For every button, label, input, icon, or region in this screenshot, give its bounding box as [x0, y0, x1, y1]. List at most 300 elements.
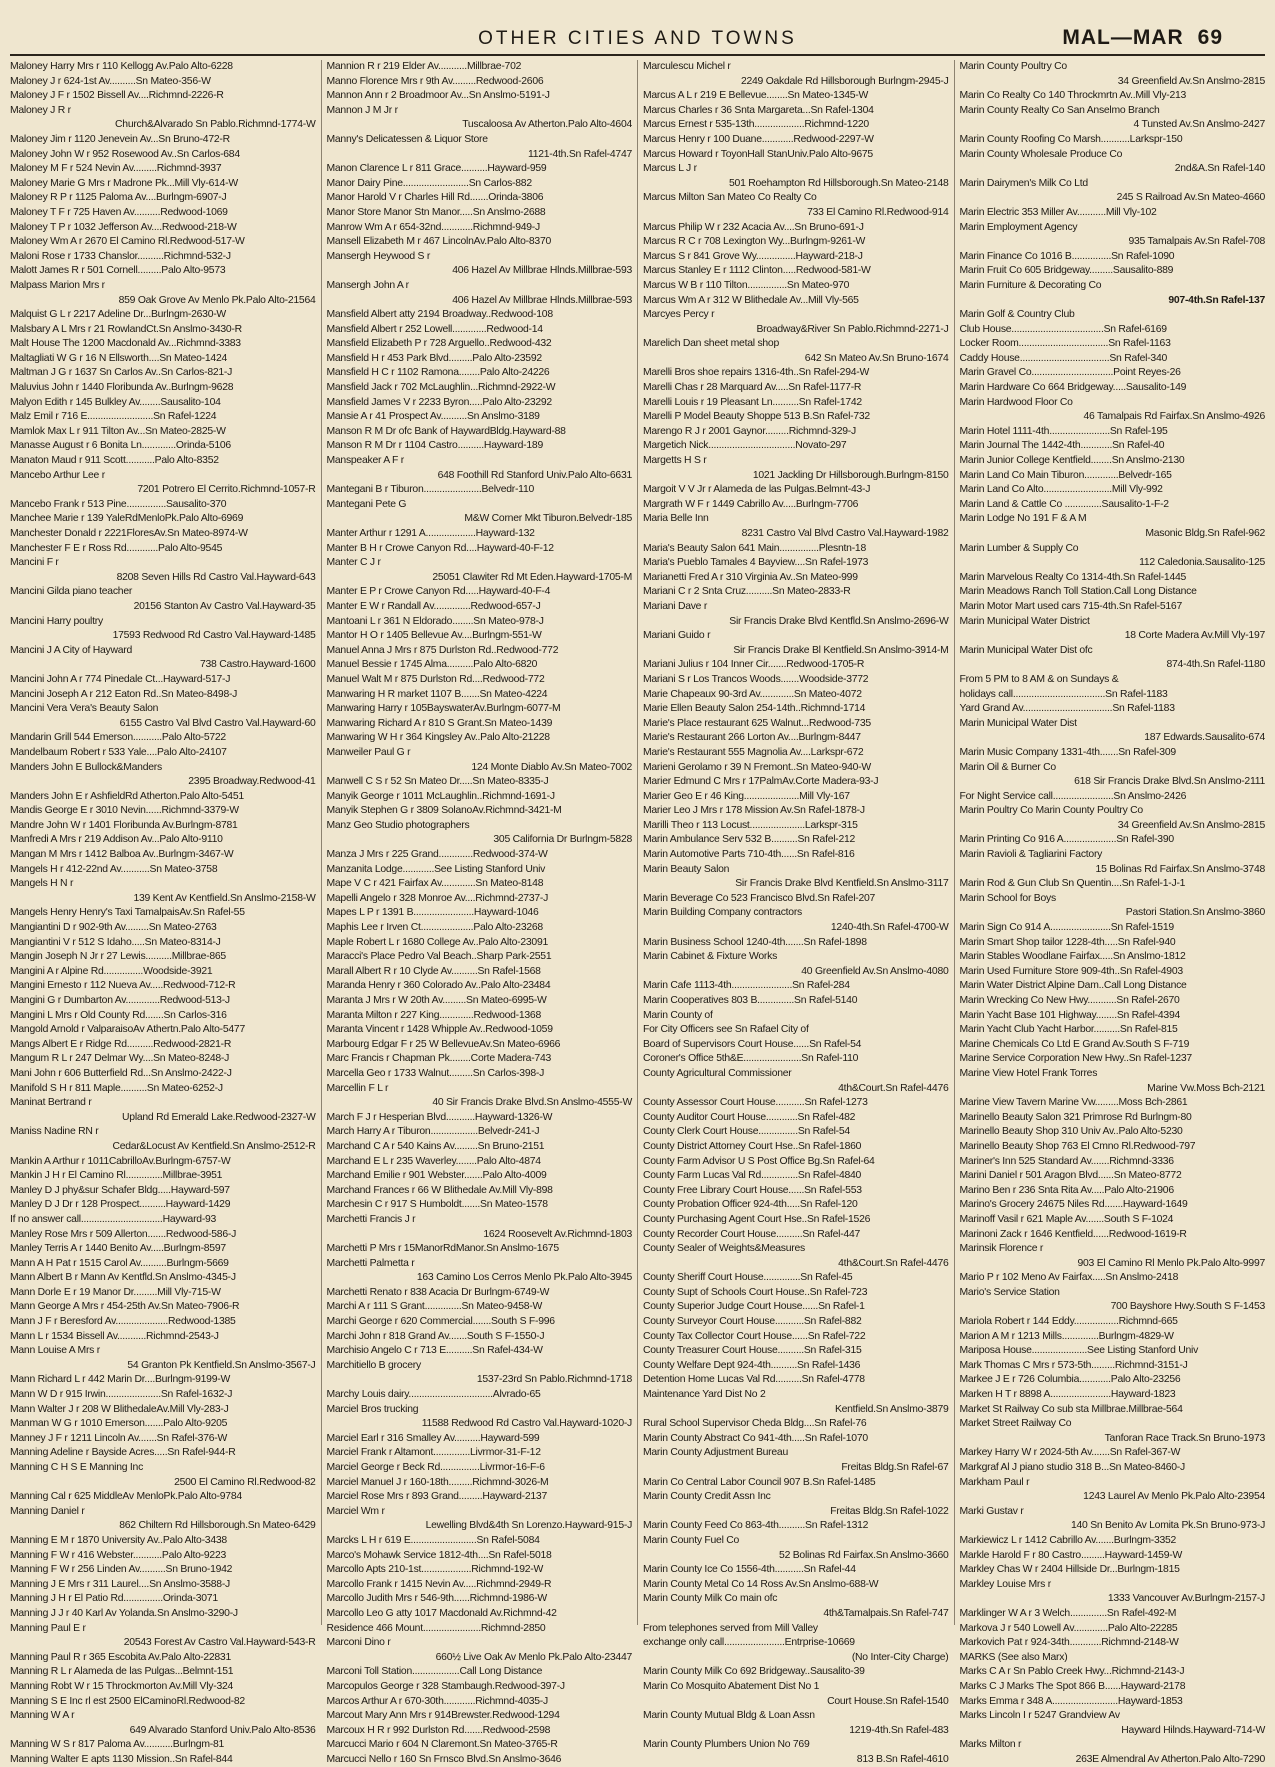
listing-entry: Manders John E r AshfieldRd Atherton.Palo Alto-5451 [10, 790, 244, 802]
listing-entry: Maloney T P r 1032 Jefferson Av....Redwood-218-W [10, 221, 237, 233]
listing-entry: Marier Edmund C Mrs r 17PalmAv.Corte Madera-93-J [643, 776, 879, 788]
listing-entry: Marconi Toll Station..................Call Long Distance [326, 1666, 543, 1678]
listing-entry: Marin Fruit Co 605 Bridgeway.........Sausalito-889 [959, 265, 1174, 277]
listing-entry: Marin Land Co Alto..........................Mill Vly-992 [959, 484, 1163, 496]
listing-entry: County District Attorney Court Hse..Sn Rafel-1860 [643, 1140, 862, 1152]
listing-entry: Marcella Geo r 1733 Walnut.........Sn Carlos-398-J [326, 1067, 545, 1079]
listing-continuation: 907-4th.Sn Rafel-137 [1168, 294, 1266, 306]
listing-entry: Manning J E Mrs r 311 Laurel....Sn Anslmo-3588-J [10, 1578, 230, 1590]
listing-entry: Marcks L H r 619 E.........................Sn Rafel-5084 [326, 1534, 540, 1546]
listing-entry: Marelli Bros shoe repairs 1316-4th..Sn Rafel-294-W [643, 367, 870, 379]
listing-entry: Mannion R r 219 Elder Av...........Millbrae-702 [326, 61, 522, 72]
listing-entry: Mariner's Inn 525 Standard Av.......Richmnd-3336 [959, 1155, 1174, 1167]
listing-entry: Detention Home Lucas Val Rd..........Sn Rafel-4778 [643, 1374, 865, 1386]
listing-continuation: 862 Chiltern Rd Hillsborough.Sn Mateo-6429 [119, 1520, 316, 1532]
listing-entry: Marcout Mary Ann Mrs r 914Brewster.Redwood-1294 [326, 1710, 560, 1722]
listing-entry: Markgraf Al J piano studio 318 B...Sn Mateo-8460-J [959, 1462, 1185, 1473]
listing-entry: Maloney John W r 952 Rosewood Av..Sn Carlos-684 [10, 148, 240, 160]
listing-continuation: 4th&Court.Sn Rafel-4476 [838, 1082, 949, 1094]
listing-entry: Mangini L Mrs r Old County Rd.......Sn Carlos-316 [10, 1009, 227, 1021]
listing-entry: Mapelli Angelo r 328 Monroe Av....Richmnd-2737-J [326, 892, 549, 904]
listing-entry: Marcus Charles r 36 Snta Margareta...Sn Rafel-1304 [643, 104, 874, 116]
listing-entry: Maluvius John r 1440 Floribunda Av..Burlngm-9628 [10, 382, 234, 394]
listing-entry: County Sheriff Court House..............Sn Rafel-45 [643, 1272, 853, 1284]
listing-entry: Marin School for Boys [959, 892, 1056, 904]
listing-entry: Maranta Vincent r 1428 Whipple Av..Redwood-1059 [326, 1024, 553, 1036]
listing-entry: Marelli Chas r 28 Marquard Av.....Sn Rafel-1177-R [643, 382, 862, 394]
listing-entry: Marcus Wm A r 312 W Blithedale Av...Mill Vly-565 [643, 294, 859, 306]
listing-entry: Coroner's Office 5th&E......................Sn Rafel-110 [643, 1053, 859, 1065]
listing-entry: Mancebo Frank r 513 Pine...............Sausalito-370 [10, 498, 227, 510]
listing-continuation: 18 Corte Madera Av.Mill Vly-197 [1124, 630, 1266, 642]
listing-continuation: Tuscaloosa Av Atherton.Palo Alto-4604 [462, 119, 633, 131]
listing-entry: Marciel Bros trucking [326, 1403, 419, 1415]
listing-entry: Marcus S r 841 Grove Wy...............Hayward-218-J [643, 250, 863, 262]
listing-entry: Manning S E Inc rl est 2500 ElCaminoRl.Redwood-82 [10, 1695, 245, 1707]
listing-entry: Marianetti Fred A r 310 Virginia Av..Sn Mateo-999 [643, 571, 858, 583]
listing-entry: Manwaring Richard A r 810 S Grant.Sn Mateo-1439 [326, 717, 553, 729]
listing-entry: Manchester F E r Ross Rd............Palo Alto-9545 [10, 542, 223, 554]
listing-entry: Rural School Supervisor Cheda Bldg....Sn Rafel-76 [643, 1418, 867, 1430]
listing-entry: Marine Chemicals Co Ltd E Grand Av.South S F-719 [959, 1038, 1190, 1050]
listing-entry: Marin Hotel 1111-4th.......................Sn Rafel-195 [959, 425, 1168, 437]
listing-entry: Marin Municipal Water District [959, 615, 1090, 627]
listing-entry: Marciel Frank r Altamont..............Livrmor-31-F-12 [326, 1447, 541, 1459]
listing-entry: Marcoux H R r 992 Durlston Rd.......Redwood-2598 [326, 1724, 551, 1736]
listing-entry: Maloney M F r 524 Nevin Av.........Richmnd-3937 [10, 163, 222, 175]
listing-entry: Malt House The 1200 Macdonald Av...Richmnd-3383 [10, 338, 241, 350]
listing-entry: Mansie A r 41 Prospect Av..........Sn Anslmo-3189 [326, 411, 540, 423]
listing-entry: Mantor H O r 1405 Bellevue Av....Burlngm-551-W [326, 630, 542, 642]
listing-entry: Marks C A r Sn Pablo Creek Hwy...Richmnd-2143-J [959, 1666, 1185, 1678]
listing-entry: Mann George A Mrs r 454-25th Av.Sn Mateo-7906-R [10, 1301, 240, 1313]
listing-entry: Mandarin Grill 544 Emerson...........Palo Alto-5722 [10, 732, 226, 744]
listing-continuation: 859 Oak Grove Av Menlo Pk.Palo Alto-21564 [118, 294, 316, 306]
listing-entry: Marc Francis r Chapman Pk........Corte Madera-743 [326, 1053, 552, 1065]
listing-continuation: 2500 El Camino Rl.Redwood-82 [174, 1476, 316, 1488]
listing-entry: Marin Land Co Main Tiburon.............Belvedr-165 [959, 469, 1172, 481]
listing-entry: Marcopulos George r 328 Stambaugh.Redwood-397-J [326, 1680, 565, 1692]
listing-entry: Mann A H Pat r 1515 Carol Av..........Burlngm-5669 [10, 1257, 229, 1269]
listing-entry: Marilli Theo r 113 Locust.....................Larkspr-315 [643, 819, 858, 831]
listing-entry: Mangini Ernesto r 112 Nueva Av.....Redwood-712-R [10, 980, 236, 992]
listing-entry: Mariola Robert r 144 Eddy.................Richmnd-665 [959, 1316, 1178, 1328]
listing-entry: Manman W G r 1010 Emerson.......Palo Alto-9205 [10, 1418, 228, 1430]
listing-entry: Marin Hardware Co 664 Bridgeway.....Sausalito-149 [959, 382, 1187, 394]
listing-entry: Mariani C r 2 Snta Cruz..........Sn Mateo-2833-R [643, 586, 851, 598]
listing-entry: Marks C J Marks The Spot 866 B......Hayward-2178 [959, 1680, 1186, 1692]
listing-entry: Marcollo Frank r 1415 Nevin Av.....Richmnd-2949-R [326, 1578, 552, 1590]
header-divider [10, 54, 1265, 56]
listing-continuation: 8208 Seven Hills Rd Castro Val.Hayward-643 [116, 571, 316, 583]
listing-continuation: 25051 Clawiter Rd Mt Eden.Hayward-1705-M [432, 571, 633, 583]
listing-entry: exchange only call.......................Entrprise-10669 [643, 1637, 855, 1649]
listing-entry: Manchester Donald r 2221FloresAv.Sn Mateo-8974-W [10, 528, 248, 539]
listing-entry: Maloney Harry Mrs r 110 Kellogg Av.Palo Alto-6228 [10, 61, 233, 72]
page-range-label [1062, 26, 1223, 50]
listing-entry: County Superior Judge Court House......Sn Rafel-1 [643, 1301, 865, 1313]
listing-entry: Marin Cooperatives 803 B..............Sn Rafel-5140 [643, 995, 858, 1006]
listing-entry: Manning Paul R r 365 Escobita Av.Palo Alto-22831 [10, 1651, 231, 1663]
listing-entry: Mangini G r Dumbarton Av.............Redwood-513-J [10, 995, 230, 1006]
listing-entry: Marciel Manuel J r 160-18th.........Richmnd-3026-M [326, 1476, 549, 1488]
listing-entry: Marin Used Furniture Store 909-4th..Sn Rafel-4903 [959, 965, 1183, 977]
listing-continuation: 4th&Tamalpais.Sn Rafel-747 [823, 1607, 949, 1619]
listing-entry: Mancini John A r 774 Pinedale Ct...Hayward-517-J [10, 673, 231, 685]
listing-entry: Marier Leo J Mrs r 178 Mission Av.Sn Rafel-1878-J [643, 805, 865, 817]
listing-entry: Marchi A r 111 S Grant..............Sn Mateo-9458-W [326, 1301, 543, 1313]
listing-entry: Malz Emil r 716 E.........................Sn Rafel-1224 [10, 411, 217, 423]
listing-continuation: 305 California Dr Burlngm-5828 [493, 834, 633, 846]
listing-entry: March Harry A r Tiburon..................Belvedr-241-J [326, 1126, 540, 1138]
listing-entry: Maria Belle Inn [643, 513, 709, 525]
listing-entry: Marin County Abstract Co 941-4th.....Sn Rafel-1070 [643, 1432, 868, 1444]
listing-entry: Mansfield Elizabeth P r 728 Arguello..Redwood-432 [326, 338, 552, 350]
listing-entry: Manley Rose Mrs r 509 Allerton.......Redwood-586-J [10, 1228, 237, 1240]
listing-entry: Mannon Ann r 2 Broadmoor Av...Sn Anslmo-5191-J [326, 90, 550, 102]
listing-continuation: 4th&Court.Sn Rafel-4476 [838, 1257, 949, 1269]
listing-entry: Manson R M Dr ofc Bank of HaywardBldg.Hayward-88 [326, 425, 566, 437]
listing-entry: Mangiantini V r 512 S Idaho.....Sn Mateo-8314-J [10, 936, 221, 948]
listing-entry: Marcus Milton San Mateo Co Realty Co [643, 192, 817, 204]
listing-entry: Marin Lumber & Supply Co [959, 542, 1079, 554]
listing-entry: Mantegani B r Tiburon......................Belvedr-110 [326, 484, 534, 496]
listing-entry: Manaton Maud r 911 Scott...........Palo Alto-8352 [10, 455, 219, 467]
listing-continuation: 263E Almendral Av Atherton.Palo Alto-7290 [1075, 1753, 1266, 1765]
listing-continuation: 7201 Potrero El Cerrito.Richmnd-1057-R [137, 484, 316, 496]
listing-entry: Mansergh Heywood S r [326, 250, 431, 262]
listing-continuation: Court House.Sn Rafel-1540 [827, 1695, 949, 1707]
listing-continuation: Masonic Bldg.Sn Rafel-962 [1145, 528, 1266, 539]
listing-entry: County Surveyor Court House...........Sn Rafel-882 [643, 1316, 862, 1328]
listing-entry: Malyon Edith r 145 Bulkley Av........Sausalito-104 [10, 396, 221, 408]
listing-continuation: 874-4th.Sn Rafel-1180 [1166, 659, 1266, 671]
listing-entry: Markham Paul r [959, 1476, 1030, 1488]
listing-entry: Marin Oil & Burner Co [959, 761, 1056, 773]
listing-entry: Marin Wrecking Co New Hwy...........Sn Rafel-2670 [959, 995, 1180, 1006]
listing-entry: Maloney J r 624-1st Av..........Sn Mateo-356-W [10, 75, 211, 87]
listing-entry: If no answer call...............................Hayward-93 [10, 1213, 217, 1225]
listing-continuation: 1243 Laurel Av Menlo Pk.Palo Alto-23954 [1083, 1491, 1266, 1503]
listing-entry: Maranda Henry r 360 Colorado Av..Palo Alto-23484 [326, 980, 551, 992]
listing-entry: Marie Chapeaux 90-3rd Av.............Sn Mateo-4072 [643, 688, 862, 700]
listing-entry: Mantegani Pete G [326, 498, 407, 510]
listing-entry: Marin Municipal Water Dist [959, 717, 1077, 729]
listing-entry: Maloney T F r 725 Haven Av..........Redwood-1069 [10, 206, 228, 218]
listing-entry: Marciel Wm r [326, 1505, 385, 1517]
listing-continuation: 618 Sir Francis Drake Blvd.Sn Anslmo-2111 [1074, 776, 1266, 788]
listing-entry: Marciel Earl r 316 Smalley Av..........Hayward-599 [326, 1432, 540, 1444]
listing-entry: Marie's Restaurant 555 Magnolia Av....Larkspr-672 [643, 746, 864, 758]
directory-column-4 [959, 60, 1266, 1765]
listing-continuation: 187 Edwards.Sausalito-674 [1144, 732, 1266, 744]
listing-entry: Marin Music Company 1331-4th.......Sn Rafel-309 [959, 746, 1176, 758]
listing-entry: Marcus L J r [643, 163, 697, 175]
listing-entry: Mario P r 102 Meno Av Fairfax.....Sn Anslmo-2418 [959, 1272, 1179, 1284]
listing-entry: Mandre John W r 1401 Floribunda Av.Burlngm-8781 [10, 819, 238, 831]
listing-entry: From 5 PM to 8 AM & on Sundays & [959, 673, 1119, 685]
listing-entry: Marciel Rose Mrs r 893 Grand.........Hayward-2137 [326, 1491, 547, 1503]
listing-entry: County Auditor Court House............Sn Rafel-482 [643, 1111, 856, 1123]
listing-continuation: 648 Foothill Rd Stanford Univ.Palo Alto-6631 [437, 469, 633, 481]
listing-entry: Marin Hardwood Floor Co [959, 396, 1073, 408]
listing-entry: Mamlok Max L r 911 Tilton Av...Sn Mateo-2825-W [10, 425, 226, 437]
listing-entry: Marine View Hotel Frank Torres [959, 1067, 1098, 1079]
listing-entry: Manfredi A Mrs r 219 Addison Av...Palo Alto-9110 [10, 834, 223, 846]
page-title: OTHER CITIES AND TOWNS [478, 28, 797, 49]
listing-entry: Manno Florence Mrs r 9th Av.........Redwood-2606 [326, 75, 544, 87]
listing-entry: Marin County Fuel Co [643, 1534, 740, 1546]
listing-entry: Marchand Emilie r 901 Webster.......Palo Alto-4009 [326, 1170, 547, 1182]
listing-entry: Marin Water District Alpine Dam..Call Long Distance [959, 980, 1187, 992]
listing-entry: Markle Harold F r 80 Castro.........Hayward-1459-W [959, 1549, 1183, 1561]
listing-entry: Manyik George r 1011 McLaughlin..Richmnd-1691-J [326, 790, 555, 802]
listing-entry: Mapes L P r 1391 B.......................Hayward-1046 [326, 907, 539, 919]
listing-entry: Mani John r 606 Butterfield Rd...Sn Anslmo-2422-J [10, 1067, 232, 1079]
listing-entry: Mann Dorle E r 19 Manor Dr.........Mill Vly-715-W [10, 1286, 221, 1298]
listing-entry: Mann L r 1534 Bissell Av...........Richmnd-2543-J [10, 1330, 219, 1342]
listing-entry: Marin Golf & Country Club [959, 309, 1075, 321]
listing-entry: Caddy House..................................Sn Rafel-340 [959, 352, 1168, 364]
listing-continuation: 738 Castro.Hayward-1600 [199, 659, 316, 671]
listing-entry: Marin County Wholesale Produce Co [959, 148, 1123, 160]
listing-entry: Manchee Marie r 139 YaleRdMenloPk.Palo Alto-6969 [10, 513, 244, 525]
listing-entry: Marcucci Mario r 604 N Claremont.Sn Mateo-3765-R [326, 1739, 558, 1751]
listing-entry: Mangels Henry Henry's Taxi TamalpaisAv.Sn Rafel-55 [10, 907, 245, 919]
listing-continuation: 139 Kent Av Kentfield.Sn Anslmo-2158-W [133, 892, 316, 904]
listing-entry: Mario's Service Station [959, 1286, 1060, 1298]
listing-entry: County Purchasing Agent Court Hse..Sn Rafel-1526 [643, 1213, 871, 1225]
listing-entry: County Clerk Court House...............Sn Rafel-54 [643, 1126, 850, 1138]
listing-continuation: 163 Camino Los Cerros Menlo Pk.Palo Alto-3945 [416, 1272, 633, 1284]
listing-entry: Manney J F r 1211 Lincoln Av.......Sn Rafel-376-W [10, 1432, 228, 1444]
listing-entry: Market Street Railway Co [959, 1418, 1072, 1430]
listing-entry: Marchitiello B grocery [326, 1359, 421, 1371]
listing-entry: Manning Adeline r Bayside Acres.....Sn Rafel-944-R [10, 1447, 236, 1459]
listing-entry: Marieni Gerolamo r 39 N Fremont..Sn Mateo-940-W [643, 761, 871, 773]
listing-entry: Manley Terris A r 1440 Benito Av.....Burlngm-8597 [10, 1243, 226, 1255]
alpha-range: MAL—MAR [1062, 26, 1184, 49]
listing-entry: Mangum R L r 247 Delmar Wy....Sn Mateo-8248-J [10, 1053, 230, 1065]
listing-entry: Maloney J F r 1502 Bissell Av....Richmnd-2226-R [10, 90, 224, 102]
listing-entry: Manor Harold V r Charles Hill Rd.......Orinda-3806 [326, 192, 544, 204]
listing-entry: Marcucci Nello r 160 Sn Frnsco Blvd.Sn Anslmo-3646 [326, 1753, 562, 1765]
listing-continuation: 20156 Stanton Av Castro Val.Hayward-35 [133, 600, 316, 612]
listing-continuation: 642 Sn Mateo Av.Sn Bruno-1674 [804, 352, 949, 364]
listing-entry: Marcus Howard r ToyonHall StanUniv.Palo Alto-9675 [643, 148, 873, 160]
listing-entry: Marchetti Francis J r [326, 1213, 416, 1225]
listing-continuation: 1333 Vancouver Av.Burlngm-2157-J [1107, 1593, 1266, 1605]
listing-continuation: Freitas Bldg.Sn Rafel-1022 [830, 1505, 949, 1517]
listing-entry: Marin Co Mosquito Abatement Dist No 1 [643, 1680, 820, 1692]
listing-entry: Manuel Anna J Mrs r 875 Durlston Rd..Redwood-772 [326, 644, 559, 656]
listing-entry: Marinello Beauty Salon 321 Primrose Rd Burlngm-80 [959, 1111, 1192, 1123]
listing-entry: Mancini F r [10, 557, 59, 569]
listing-entry: Marine Service Corporation New Hwy..Sn Rafel-1237 [959, 1053, 1192, 1065]
listing-entry: Marin Ravioli & Tagliarini Factory [959, 849, 1103, 861]
listing-entry: Locker Room..................................Sn Rafel-1163 [959, 338, 1171, 350]
listing-entry: Marin County Poultry Co [959, 61, 1067, 72]
listing-continuation: 4 Tunsted Av.Sn Anslmo-2427 [1133, 119, 1266, 131]
listing-entry: Marchy Louis dairy................................Alvrado-65 [326, 1389, 541, 1401]
listing-entry: Maloney R P r 1125 Paloma Av....Burlngm-6907-J [10, 192, 227, 204]
listing-entry: Manifold S H r 811 Maple..........Sn Mateo-6252-J [10, 1082, 223, 1094]
listing-entry: Manter E W r Randall Av..............Redwood-657-J [326, 600, 541, 612]
listing-entry: Marin Marvelous Realty Co 1314-4th.Sn Rafel-1445 [959, 571, 1187, 583]
listing-entry: Manwell C S r 52 Sn Mateo Dr.....Sn Mateo-8335-J [326, 776, 549, 788]
listing-entry: Marbourg Edgar F r 25 W BellevueAv.Sn Mateo-6966 [326, 1038, 561, 1050]
listing-continuation: 6155 Castro Val Blvd Castro Val.Hayward-60 [119, 717, 316, 729]
listing-entry: Malsbary A L Mrs r 21 RowlandCt.Sn Anslmo-3430-R [10, 323, 242, 335]
listing-entry: Manasse August r 6 Bonita Ln.............Orinda-5106 [10, 440, 231, 452]
listing-entry: Manning J H r El Patio Rd...............Orinda-3071 [10, 1593, 218, 1605]
listing-entry: For Night Service call.......................Sn Anslmo-2426 [959, 790, 1187, 802]
listing-entry: Mancini Joseph A r 212 Eaton Rd..Sn Mateo-8498-J [10, 688, 238, 700]
listing-entry: County Welfare Dept 924-4th..........Sn Rafel-1436 [643, 1359, 861, 1371]
listing-entry: Maranta J Mrs r W 20th Av.........Sn Mateo-6995-W [326, 995, 547, 1006]
listing-entry: Mancebo Arthur Lee r [10, 469, 105, 481]
listing-continuation: 124 Monte Diablo Av.Sn Mateo-7002 [471, 761, 633, 773]
listing-entry: Mancini Gilda piano teacher [10, 586, 133, 598]
listing-continuation: Upland Rd Emerald Lake.Redwood-2327-W [122, 1111, 316, 1123]
listing-continuation: 54 Granton Pk Kentfield.Sn Anslmo-3567-J [127, 1359, 316, 1371]
listing-entry: Marin Journal The 1442-4th............Sn Rafel-40 [959, 440, 1165, 452]
listing-entry: Mann J F r Beresford Av....................Redwood-1385 [10, 1316, 236, 1328]
listing-entry: Manwaring Harry r 105BayswaterAv.Burlngm-6077-M [326, 703, 561, 715]
listing-entry: Manrow Wm A r 654-32nd............Richmnd-949-J [326, 221, 540, 233]
listing-entry: Mangold Arnold r ValparaisoAv Athertn.Palo Alto-5477 [10, 1024, 245, 1036]
listing-entry: Manweiler Paul G r [326, 746, 411, 758]
listing-entry: Maninat Bertrand r [10, 1097, 92, 1109]
listing-entry: Malpass Marion Mrs r [10, 279, 105, 291]
listing-entry: Mangels H r 412-22nd Av...........Sn Mateo-3758 [10, 863, 218, 875]
listing-continuation: 501 Roehampton Rd Hillsborough.Sn Mateo-2148 [729, 177, 949, 189]
listing-continuation: 34 Greenfield Av.Sn Anslmo-2815 [1117, 819, 1266, 831]
listing-continuation: Marine Vw.Moss Bch-2121 [1147, 1082, 1266, 1094]
directory-column-1 [10, 60, 316, 1765]
listing-continuation: Hayward Hilnds.Hayward-714-W [1121, 1724, 1266, 1736]
listing-entry: Marin Business School 1240-4th.......Sn Rafel-1898 [643, 936, 867, 948]
listing-entry: Manley D J phy&sur Schafer Bldg.....Hayward-597 [10, 1184, 230, 1196]
listing-entry: Maloney Jim r 1120 Jenevein Av...Sn Bruno-472-R [10, 133, 230, 145]
listing-entry: Marcollo Judith Mrs r 546-9th......Richmnd-1986-W [326, 1593, 547, 1605]
listing-entry: Mape V C r 421 Fairfax Av.............Sn Mateo-8148 [326, 878, 544, 890]
listing-entry: Markley Louise Mrs r [959, 1578, 1051, 1590]
listing-entry: Marcyes Percy r [643, 309, 715, 321]
listing-entry: Manter C J r [326, 557, 381, 569]
listing-entry: Markey Harry W r 2024-5th Av.......Sn Rafel-367-W [959, 1447, 1181, 1459]
listing-entry: Marin Yacht Club Yacht Harbor..........Sn Rafel-815 [959, 1024, 1178, 1036]
listing-entry: Marcus Ernest r 535-13th...................Richmnd-1220 [643, 119, 869, 131]
listing-entry: Manz Geo Studio photographers [326, 819, 470, 831]
listing-entry: Marchisio Angelo C r 713 E..........Sn Rafel-434-W [326, 1345, 543, 1357]
listing-entry: Marin Meadows Ranch Toll Station.Call Long Distance [959, 586, 1197, 598]
listing-entry: Marin County Realty Co San Anselmo Branch [959, 104, 1160, 116]
listing-entry: Mancini Harry poultry [10, 615, 103, 627]
listing-entry: Marin Employment Agency [959, 221, 1078, 233]
listing-entry: Margetts H S r [643, 455, 707, 467]
listing-continuation: Cedar&Locust Av Kentfield.Sn Anslmo-2512-R [112, 1140, 316, 1152]
listing-entry: Manley D J Dr r 128 Prospect..........Hayward-1429 [10, 1199, 231, 1211]
listing-entry: Marchand Frances r 66 W Blithedale Av.Mill Vly-898 [326, 1184, 553, 1196]
listing-entry: Mann Richard L r 442 Marin Dr....Burlngm-9199-W [10, 1374, 231, 1386]
listing-entry: Manning Paul E r [10, 1622, 86, 1634]
listing-continuation: 20543 Forest Av Castro Val.Hayward-543-R [123, 1637, 316, 1649]
listing-continuation: Kentfield.Sn Anslmo-3879 [834, 1403, 949, 1415]
listing-entry: Mankin J H r El Camino Rl..............Millbrae-3951 [10, 1170, 223, 1182]
listing-entry: Manning E M r 1870 University Av..Palo Alto-3438 [10, 1534, 227, 1546]
listing-entry: Mann W D r 915 Irwin.....................Sn Rafel-1632-J [10, 1389, 233, 1401]
listing-entry: Manwaring W H r 364 Kingsley Av..Palo Alto-21228 [326, 732, 550, 744]
listing-entry: Marin Rod & Gun Club Sn Quentin....Sn Rafel-1-J-1 [959, 878, 1186, 890]
listing-entry: Marelli Louis r 19 Pleasant Ln..........Sn Rafel-1742 [643, 396, 862, 408]
listing-entry: Margoit V V Jr r Alameda de las Pulgas.Belmnt-43-J [643, 484, 871, 496]
listing-entry: County Tax Collector Court House......Sn Rafel-722 [643, 1330, 866, 1342]
listing-entry: Marini Daniel r 501 Aragon Blvd......Sn Mateo-8772 [959, 1170, 1182, 1182]
listing-entry: Marin Smart Shop tailor 1228-4th.....Sn Rafel-940 [959, 936, 1176, 948]
listing-entry: County Free Library Court House......Sn Rafel-553 [643, 1184, 862, 1196]
listing-entry: County Sealer of Weights&Measures [643, 1243, 805, 1255]
listing-continuation: 17593 Redwood Rd Castro Val.Hayward-1485 [112, 630, 316, 642]
listing-continuation: 11588 Redwood Rd Castro Val.Hayward-1020-J [421, 1418, 633, 1430]
listing-continuation: 1121-4th.Sn Rafel-4747 [527, 148, 633, 160]
listing-entry: Marelich Dan sheet metal shop [643, 338, 779, 350]
listing-entry: Mansfield H C r 1102 Ramona........Palo Alto-24226 [326, 367, 550, 379]
listing-entry: Marcollo Apts 210-1st...................Richmnd-192-W [326, 1564, 544, 1576]
listing-entry: Markovich Pat r 924-34th............Richmnd-2148-W [959, 1637, 1179, 1649]
listing-entry: Marin Co Realty Co 140 Throckmrtn Av..Mill Vly-213 [959, 90, 1187, 102]
listing-entry: Manson R M Dr r 1104 Castro..........Hayward-189 [326, 440, 543, 452]
listing-entry: Marino Ben r 236 Snta Rita Av.....Palo Alto-21906 [959, 1184, 1174, 1196]
listing-entry: Markiewicz L r 1412 Cabrillo Av.......Burlngm-3352 [959, 1534, 1177, 1546]
listing-entry: Manter Arthur r 1291 A...................Hayward-132 [326, 528, 535, 539]
listing-entry: Manter B H r Crowe Canyon Rd....Hayward-40-F-12 [326, 542, 554, 554]
listing-continuation: 245 S Railroad Av.Sn Mateo-4660 [1116, 192, 1266, 204]
listing-entry: Marcus Henry r 100 Duane............Redwood-2297-W [643, 133, 874, 145]
listing-continuation: Freitas Bldg.Sn Rafel-67 [841, 1462, 949, 1473]
listing-entry: Maloney Marie G Mrs r Madrone Pk...Mill Vly-614-W [10, 177, 238, 189]
listing-entry: Manning F W r 256 Linden Av..........Sn Bruno-1942 [10, 1564, 233, 1576]
listing-continuation: Broadway&River Sn Pablo.Richmnd-2271-J [756, 323, 949, 335]
listing-entry: Market St Railway Co sub sta Millbrae.Millbrae-564 [959, 1403, 1183, 1415]
listing-entry: Mangs Albert E r Ridge Rd..........Redwood-2821-R [10, 1038, 232, 1050]
listing-entry: Manning Robt W r 15 Throckmorton Av.Mill Vly-324 [10, 1680, 234, 1692]
listing-entry: Board of Supervisors Court House......Sn Rafel-54 [643, 1038, 862, 1050]
listing-entry: Marken H T r 8898 A.......................Hayward-1823 [959, 1389, 1176, 1401]
listing-entry: Marcos Arthur A r 670-30th............Richmnd-4035-J [326, 1695, 548, 1707]
listing-entry: Marin Electric 353 Miller Av...........Mill Vly-102 [959, 206, 1157, 218]
listing-entry: Marin Beauty Salon [643, 863, 730, 875]
directory-column-2 [326, 60, 633, 1765]
listing-entry: Mariposa House.....................See Listing Stanford Univ [959, 1345, 1199, 1357]
listing-entry: Marinello Beauty Shop 763 El Cmno Rl.Redwood-797 [959, 1140, 1196, 1152]
listing-entry: Marin County Plumbers Union No 769 [643, 1739, 810, 1751]
listing-entry: Marin County Mutual Bldg & Loan Assn [643, 1710, 815, 1722]
listing-entry: Maple Robert L r 1680 College Av..Palo Alto-23091 [326, 936, 548, 948]
listing-entry: For City Officers see Sn Rafael City of [643, 1024, 809, 1036]
listing-entry: Marin Junior College Kentfield........Sn Anslmo-2130 [959, 455, 1185, 467]
listing-entry: Mansfield Albert atty 2194 Broadway..Redwood-108 [326, 309, 553, 321]
listing-continuation: 52 Bolinas Rd Fairfax.Sn Anslmo-3660 [779, 1549, 949, 1561]
listing-entry: Marcus Philip W r 232 Acacia Av....Sn Bruno-691-J [643, 221, 864, 233]
listing-entry: Mantoani L r 361 N Eldorado........Sn Mateo-978-J [326, 615, 544, 627]
listing-entry: Maracci's Place Pedro Val Beach..Sharp Park-2551 [326, 951, 552, 963]
listing-entry: Marin Cafe 1113-4th.......................Sn Rafel-284 [643, 980, 850, 992]
listing-continuation: 40 Sir Francis Drake Blvd.Sn Anslmo-4555-W [432, 1097, 633, 1109]
listing-entry: holidays call...................................Sn Rafel-1183 [959, 688, 1168, 700]
listing-continuation: Pastori Station.Sn Anslmo-3860 [1125, 907, 1266, 919]
listing-continuation: 112 Caledonia.Sausalito-125 [1139, 557, 1266, 569]
